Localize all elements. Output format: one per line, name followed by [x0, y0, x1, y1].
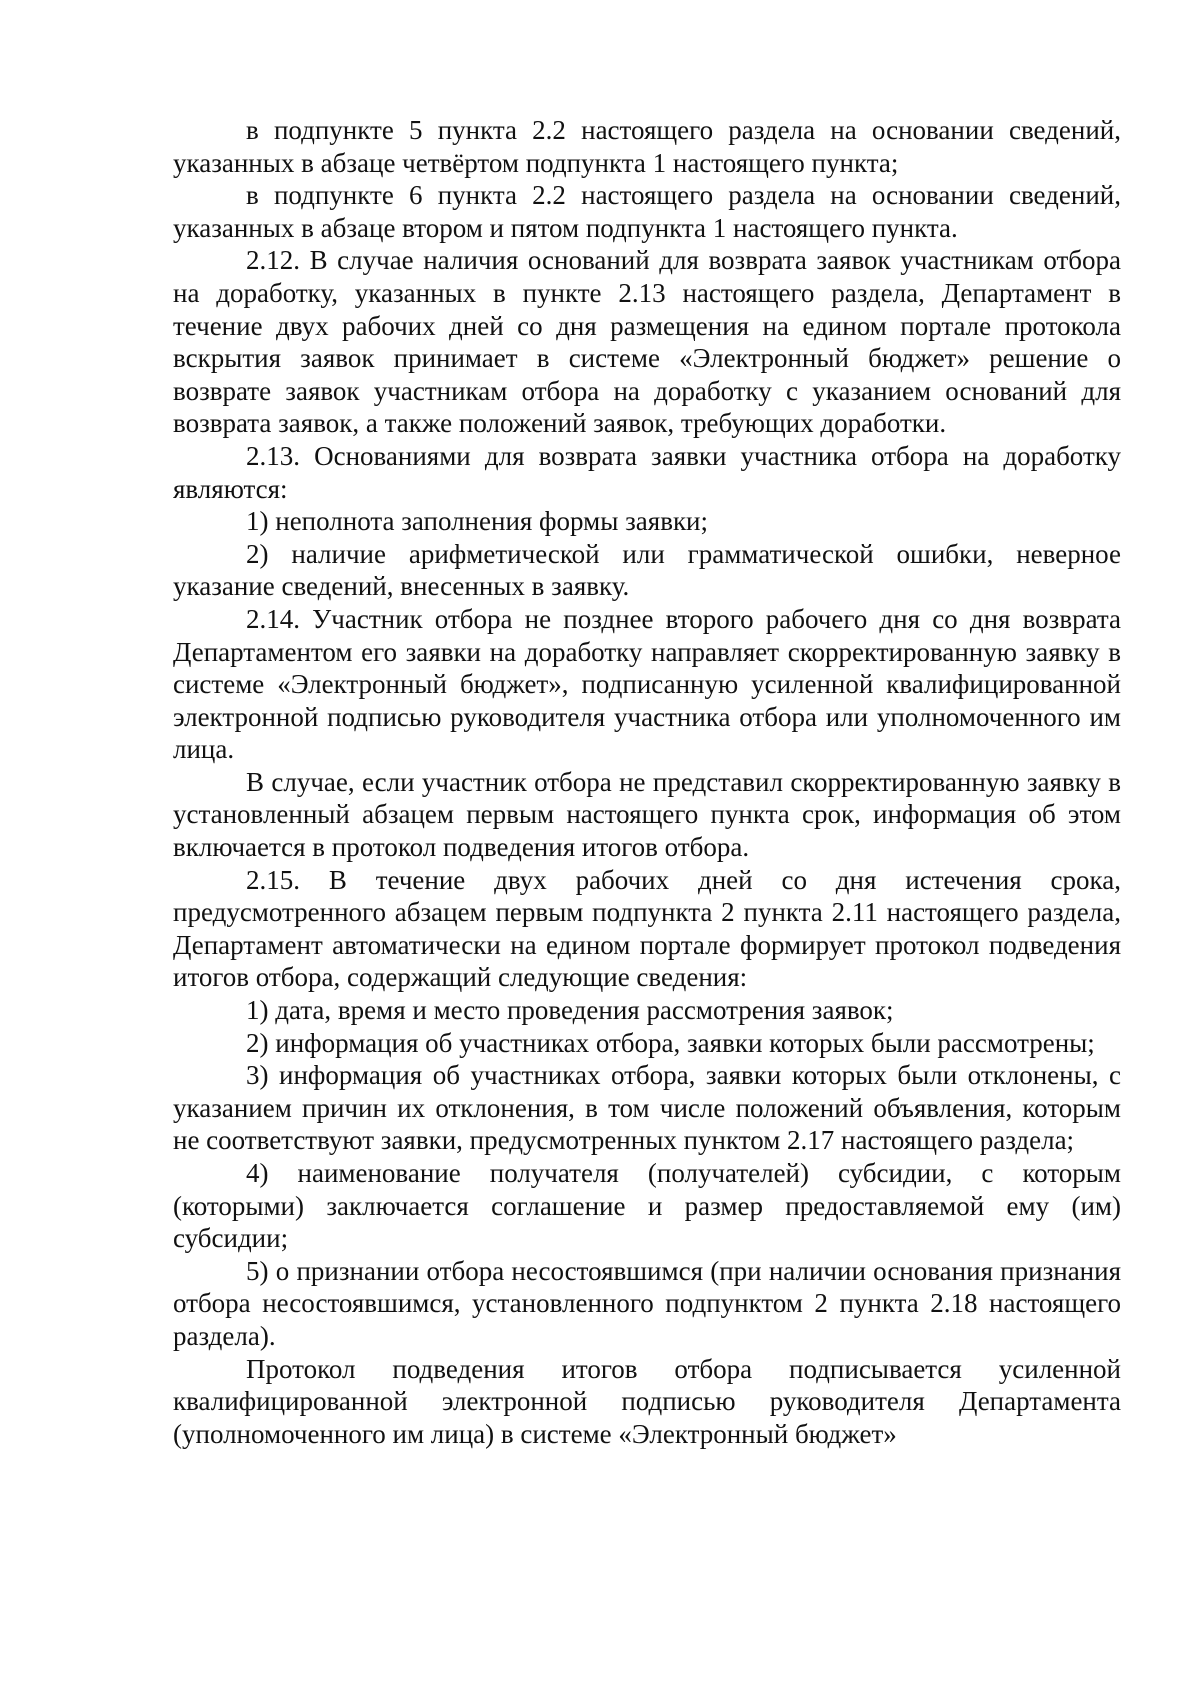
paragraph-protocol-signing: Протокол подведения итогов отбора подписывается усиленной квалифицированной электронной подписью руководителя Департамента (уполномоченного им лица) в системе «Электронный бюджет» — [173, 1353, 1121, 1449]
paragraph-2-14-continuation: В случае, если участник отбора не представил скорректированную заявку в установленный абзацем первым настоящего пункта срок, информация об этом включается в протокол подведения итогов отбора. — [173, 766, 1121, 863]
paragraph-2-15: 2.15. В течение двух рабочих дней со дня истечения срока, предусмотренного абзацем первым подпункта 2 пункта 2.11 настоящего раздела, Департамент автоматически на едином портале формирует протокол подведения итогов отбора, содержащий следующие сведения: — [173, 864, 1121, 993]
paragraph-2-15-item-3: 3) информация об участниках отбора, заявки которых были отклонены, с указанием причин их отклонения, в том числе положений объявления, которым не соответствуют заявки, предусмотренных пунктом 2.17 настоящего раздела; — [173, 1060, 1121, 1156]
paragraph-2-13: 2.13. Основаниями для возврата заявки участника отбора на доработку являются: — [173, 440, 1121, 504]
document-body — [173, 114, 1121, 1450]
paragraph-2-15-item-2: 2) информация об участниках отбора, заявки которых были рассмотрены; — [246, 1027, 1095, 1058]
paragraph-2-15-item-4: 4) наименование получателя (получателей) субсидии, с которым (которыми) заключается соглашение и размер предоставляемой ему (им) субсидии; — [173, 1158, 1121, 1254]
paragraph-2-13-item-2: 2) наличие арифметической или грамматической ошибки, неверное указание сведений, внесенных в заявку. — [173, 538, 1121, 602]
paragraph-2-15-item-5: 5) о признании отбора несостоявшимся (при наличии основания признания отбора несостоявшимся, установленного подпунктом 2 пункта 2.18 настоящего раздела). — [173, 1255, 1121, 1351]
paragraph-2-12: 2.12. В случае наличия оснований для возврата заявок участникам отбора на доработку, указанных в пункте 2.13 настоящего раздела, Департамент в течение двух рабочих дней со дня размещения на едином портале протокола вскрытия заявок принимает в системе «Электронный бюджет» решение о возврате заявок участникам отбора на доработку с указанием оснований для возврата заявок, а также положений заявок, требующих доработки. — [173, 245, 1121, 439]
paragraph-subpoint-5: в подпункте 5 пункта 2.2 настоящего раздела на основании сведений, указанных в абзаце четвёртом подпункта 1 настоящего пункта; — [173, 115, 1121, 178]
paragraph-2-15-item-1: 1) дата, время и место проведения рассмотрения заявок; — [246, 995, 894, 1026]
paragraph-2-14: 2.14. Участник отбора не позднее второго рабочего дня со дня возврата Департаментом его заявки на доработку направляет скорректированную заявку в системе «Электронный бюджет», подписанную усиленной квалифицированной электронной подписью руководителя участника отбора или уполномоченного им лица. — [173, 603, 1121, 765]
paragraph-2-13-item-1: 1) неполнота заполнения формы заявки; — [246, 506, 709, 537]
paragraph-subpoint-6: в подпункте 6 пункта 2.2 настоящего раздела на основании сведений, указанных в абзаце втором и пятом подпункта 1 настоящего пункта. — [173, 180, 1121, 243]
